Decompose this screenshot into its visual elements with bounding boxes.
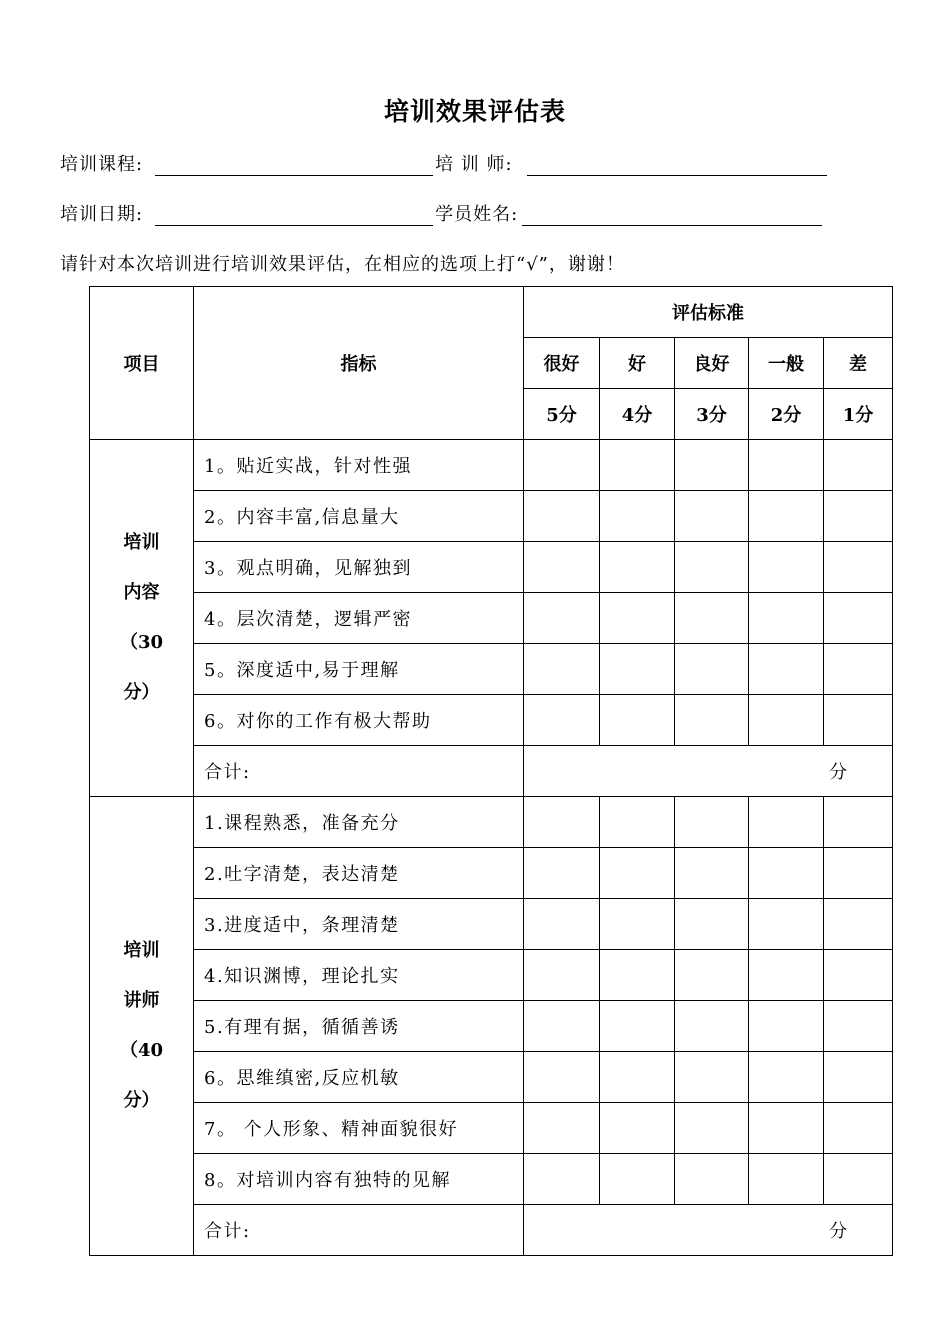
section-name <box>90 797 194 1256</box>
instruction-text: 请针对本次培训进行培训效果评估，在相应的选项上打“√”，谢谢！ <box>60 254 625 275</box>
rating-label: 差 <box>824 338 893 389</box>
rating-cell[interactable] <box>749 440 824 491</box>
section-name-line: 讲师 <box>123 990 160 1011</box>
student-label: 学员姓名: <box>435 204 519 225</box>
rating-cell[interactable] <box>524 542 600 593</box>
rating-cell[interactable] <box>749 644 824 695</box>
rating-cell[interactable] <box>824 950 893 1001</box>
table-row <box>90 593 893 644</box>
date-label: 培训日期: <box>60 204 144 225</box>
form-title: 培训效果评估表 <box>383 97 566 126</box>
rating-cell[interactable] <box>749 1154 824 1205</box>
total-label: 合计: <box>194 1205 524 1256</box>
rating-cell[interactable] <box>749 797 824 848</box>
rating-cell[interactable] <box>524 950 600 1001</box>
header-criteria: 评估标准 <box>524 287 893 338</box>
rating-cell[interactable] <box>600 1001 675 1052</box>
rating-cell[interactable] <box>675 1001 749 1052</box>
rating-cell[interactable] <box>675 899 749 950</box>
header-item: 项目 <box>90 287 194 440</box>
section-name-line: 培训 <box>123 940 160 961</box>
rating-cell[interactable] <box>524 1103 600 1154</box>
evaluation-table <box>89 286 893 1256</box>
rating-cell[interactable] <box>600 440 675 491</box>
indicator-text: 3。观点明确，见解独到 <box>194 542 524 593</box>
rating-cell[interactable] <box>824 1103 893 1154</box>
indicator-text: 6。对你的工作有极大帮助 <box>194 695 524 746</box>
rating-cell[interactable] <box>600 950 675 1001</box>
indicator-text: 1.课程熟悉，准备充分 <box>194 797 524 848</box>
date-field[interactable] <box>155 203 433 226</box>
table-row <box>90 644 893 695</box>
rating-cell[interactable] <box>600 899 675 950</box>
rating-cell[interactable] <box>749 1001 824 1052</box>
rating-cell[interactable] <box>824 593 893 644</box>
rating-cell[interactable] <box>600 644 675 695</box>
header-indicator: 指标 <box>194 287 524 440</box>
indicator-text: 7。 个人形象、精神面貌很好 <box>194 1103 524 1154</box>
course-field[interactable] <box>155 153 433 176</box>
rating-cell[interactable] <box>675 1052 749 1103</box>
rating-cell[interactable] <box>524 593 600 644</box>
indicator-text: 4。层次清楚，逻辑严密 <box>194 593 524 644</box>
indicator-text: 8。对培训内容有独特的见解 <box>194 1154 524 1205</box>
table-row <box>90 1001 893 1052</box>
rating-cell[interactable] <box>600 491 675 542</box>
table-row <box>90 491 893 542</box>
rating-cell[interactable] <box>600 1103 675 1154</box>
rating-cell[interactable] <box>749 695 824 746</box>
rating-cell[interactable] <box>749 491 824 542</box>
section-name-line: 内容 <box>123 582 160 603</box>
rating-cell[interactable] <box>675 1103 749 1154</box>
section-name-line: （40 <box>119 1040 164 1061</box>
table-row <box>90 440 893 491</box>
section-name <box>90 440 194 797</box>
table-row <box>90 797 893 848</box>
indicator-text: 4.知识渊博，理论扎实 <box>194 950 524 1001</box>
total-row <box>90 746 893 797</box>
rating-cell[interactable] <box>600 593 675 644</box>
section-name-line: （30 <box>119 632 164 653</box>
rating-cell[interactable] <box>749 1052 824 1103</box>
rating-cell[interactable] <box>675 593 749 644</box>
rating-cell[interactable] <box>524 695 600 746</box>
rating-cell[interactable] <box>824 542 893 593</box>
rating-label: 很好 <box>524 338 600 389</box>
trainer-label: 培 训 师: <box>435 154 513 175</box>
rating-cell[interactable] <box>600 1052 675 1103</box>
rating-cell[interactable] <box>824 491 893 542</box>
rating-cell[interactable] <box>675 542 749 593</box>
rating-cell[interactable] <box>824 695 893 746</box>
table-row <box>90 542 893 593</box>
indicator-text: 5。深度适中,易于理解 <box>194 644 524 695</box>
date-row <box>60 200 822 226</box>
course-row <box>60 150 827 176</box>
total-label: 合计: <box>194 746 524 797</box>
section-name-line: 分） <box>123 1090 160 1111</box>
total-score-field[interactable]: 分 <box>524 1205 893 1256</box>
rating-cell[interactable] <box>749 899 824 950</box>
rating-cell[interactable] <box>749 542 824 593</box>
rating-cell[interactable] <box>675 440 749 491</box>
rating-cell[interactable] <box>675 848 749 899</box>
rating-score: 5分 <box>524 389 600 440</box>
rating-score: 4分 <box>600 389 675 440</box>
table-row <box>90 1052 893 1103</box>
total-score-field[interactable]: 分 <box>524 746 893 797</box>
rating-cell[interactable] <box>749 950 824 1001</box>
rating-cell[interactable] <box>824 1052 893 1103</box>
rating-cell[interactable] <box>524 1001 600 1052</box>
rating-cell[interactable] <box>824 644 893 695</box>
course-label: 培训课程: <box>60 154 144 175</box>
student-field[interactable] <box>522 203 822 226</box>
table-row <box>90 1154 893 1205</box>
rating-cell[interactable] <box>824 1001 893 1052</box>
rating-cell[interactable] <box>524 899 600 950</box>
rating-cell[interactable] <box>824 848 893 899</box>
rating-cell[interactable] <box>600 542 675 593</box>
indicator-text: 2.吐字清楚，表达清楚 <box>194 848 524 899</box>
rating-cell[interactable] <box>524 848 600 899</box>
rating-cell[interactable] <box>600 1154 675 1205</box>
rating-score: 3分 <box>675 389 749 440</box>
rating-label: 一般 <box>749 338 824 389</box>
indicator-text: 1。贴近实战，针对性强 <box>194 440 524 491</box>
section-name-line: 培训 <box>123 532 160 553</box>
rating-cell[interactable] <box>675 491 749 542</box>
rating-label: 好 <box>600 338 675 389</box>
rating-label: 良好 <box>675 338 749 389</box>
total-row <box>90 1205 893 1256</box>
section-name-line: 分） <box>123 682 160 703</box>
indicator-text: 3.进度适中，条理清楚 <box>194 899 524 950</box>
rating-cell[interactable] <box>524 797 600 848</box>
rating-cell[interactable] <box>824 899 893 950</box>
rating-cell[interactable] <box>600 797 675 848</box>
rating-cell[interactable] <box>675 1154 749 1205</box>
indicator-text: 2。内容丰富,信息量大 <box>194 491 524 542</box>
rating-cell[interactable] <box>600 848 675 899</box>
rating-cell[interactable] <box>824 1154 893 1205</box>
rating-cell[interactable] <box>675 695 749 746</box>
rating-score: 2分 <box>749 389 824 440</box>
table-row <box>90 848 893 899</box>
table-row <box>90 899 893 950</box>
rating-cell[interactable] <box>524 644 600 695</box>
rating-cell[interactable] <box>675 797 749 848</box>
rating-cell[interactable] <box>824 440 893 491</box>
trainer-field[interactable] <box>527 153 827 176</box>
rating-cell[interactable] <box>675 644 749 695</box>
table-row <box>90 950 893 1001</box>
rating-cell[interactable] <box>600 695 675 746</box>
table-row <box>90 695 893 746</box>
rating-cell[interactable] <box>524 1154 600 1205</box>
rating-cell[interactable] <box>524 491 600 542</box>
table-row <box>90 1103 893 1154</box>
rating-score: 1分 <box>824 389 893 440</box>
indicator-text: 5.有理有据，循循善诱 <box>194 1001 524 1052</box>
indicator-text: 6。思维缜密,反应机敏 <box>194 1052 524 1103</box>
rating-cell[interactable] <box>749 848 824 899</box>
rating-cell[interactable] <box>824 797 893 848</box>
rating-cell[interactable] <box>749 1103 824 1154</box>
rating-cell[interactable] <box>675 950 749 1001</box>
rating-cell[interactable] <box>524 440 600 491</box>
rating-cell[interactable] <box>524 1052 600 1103</box>
rating-cell[interactable] <box>749 593 824 644</box>
